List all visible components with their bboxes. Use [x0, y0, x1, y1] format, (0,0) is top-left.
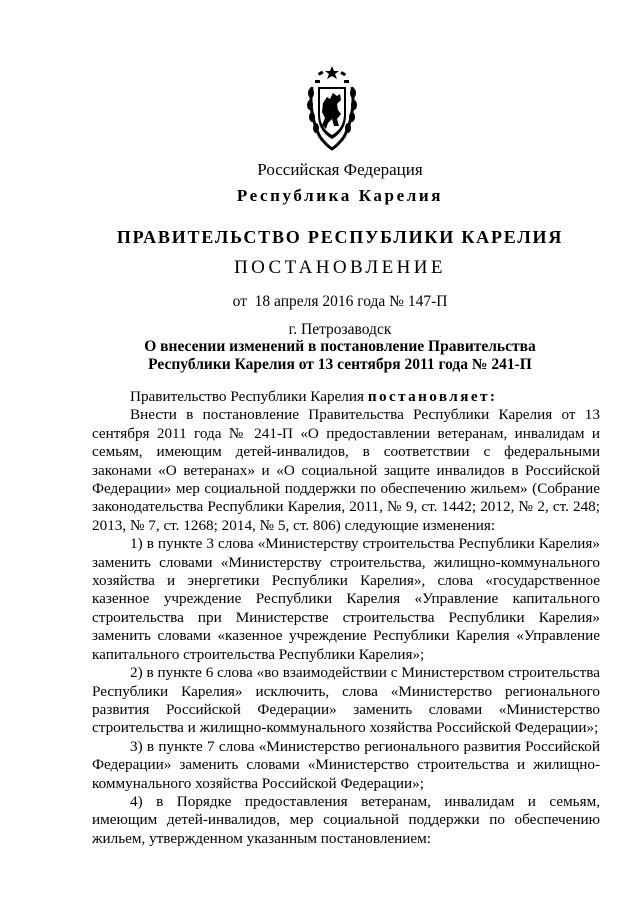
document-body [92, 388, 600, 848]
decree-word: постановляет: [367, 388, 498, 405]
karelia-coat-of-arms-icon [306, 63, 358, 153]
body-paragraph: 4) в Порядке предоставления ветеранам, инвалидам и семьям, имеющим детей-инвалидов, мер социальной поддержки по обеспечению жильем, утвержденном указанным постановлением: [92, 792, 600, 847]
federation-name: Российская Федерация [257, 160, 423, 179]
document-title-line-1: О внесении изменений в постановление Правительства [144, 338, 536, 355]
document-type: ПОСТАНОВЛЕНИЕ [234, 257, 446, 278]
body-paragraph: Внести в постановление Правительства Республики Карелия от 13 сентября 2011 года № 241-П «О предоставлении ветеранам, инвалидам и семьям, имеющим детей-инвалидов, в соответствии с федеральными законами «О ветеранах» и «О социальной защите инвалидов в Российской Федерации» мер социальной поддержки по обеспечению жильем» (Собрание законодательства Республики Карелия, 2011, № 9, ст. 1442; 2012, № 2, ст. 248; 2013, № 7, ст. 1268; 2014, № 5, ст. 806) следующие изменения: [92, 406, 600, 534]
intro-prefix: Правительство Республики Карелия [130, 388, 368, 405]
document-city: г. Петрозаводск [288, 321, 392, 338]
document-title-line-2: Республики Карелия от 13 сентября 2011 года № 241-П [148, 356, 532, 373]
republic-name: Республика Карелия [236, 186, 444, 205]
government-name: ПРАВИТЕЛЬСТВО РЕСПУБЛИКИ КАРЕЛИЯ [116, 227, 564, 247]
body-paragraph: 3) в пункте 7 слова «Министерство регионального развития Российской Федерации» заменить словами «Министерство строительства и жилищно-коммунального хозяйства Российской Федерации»; [92, 737, 600, 792]
body-paragraph: 1) в пункте 3 слова «Министерству строительства Республики Карелия» заменить словами «Министерству строительства, жилищно-коммунального хозяйства и энергетики Республики Карелия», слова «государственное казенное учреждение Республики Карелия «Управление капитального строительства при Министерстве строительства Республики Карелия» заменить словами «казенное учреждение Республики Карелия «Управление капитального строительства Республики Карелия»; [92, 535, 600, 663]
document-date-number: от 18 апреля 2016 года № 147-П [232, 293, 448, 310]
decree-intro [92, 388, 600, 406]
body-paragraph: 2) в пункте 6 слова «во взаимодействии с Министерством строительства Республики Карелия» исключить, слова «Министерство регионального развития Российской Федерации» заменить словами «Министерство строительства и жилищно-коммунального хозяйства Российской Федерации»; [92, 664, 600, 737]
